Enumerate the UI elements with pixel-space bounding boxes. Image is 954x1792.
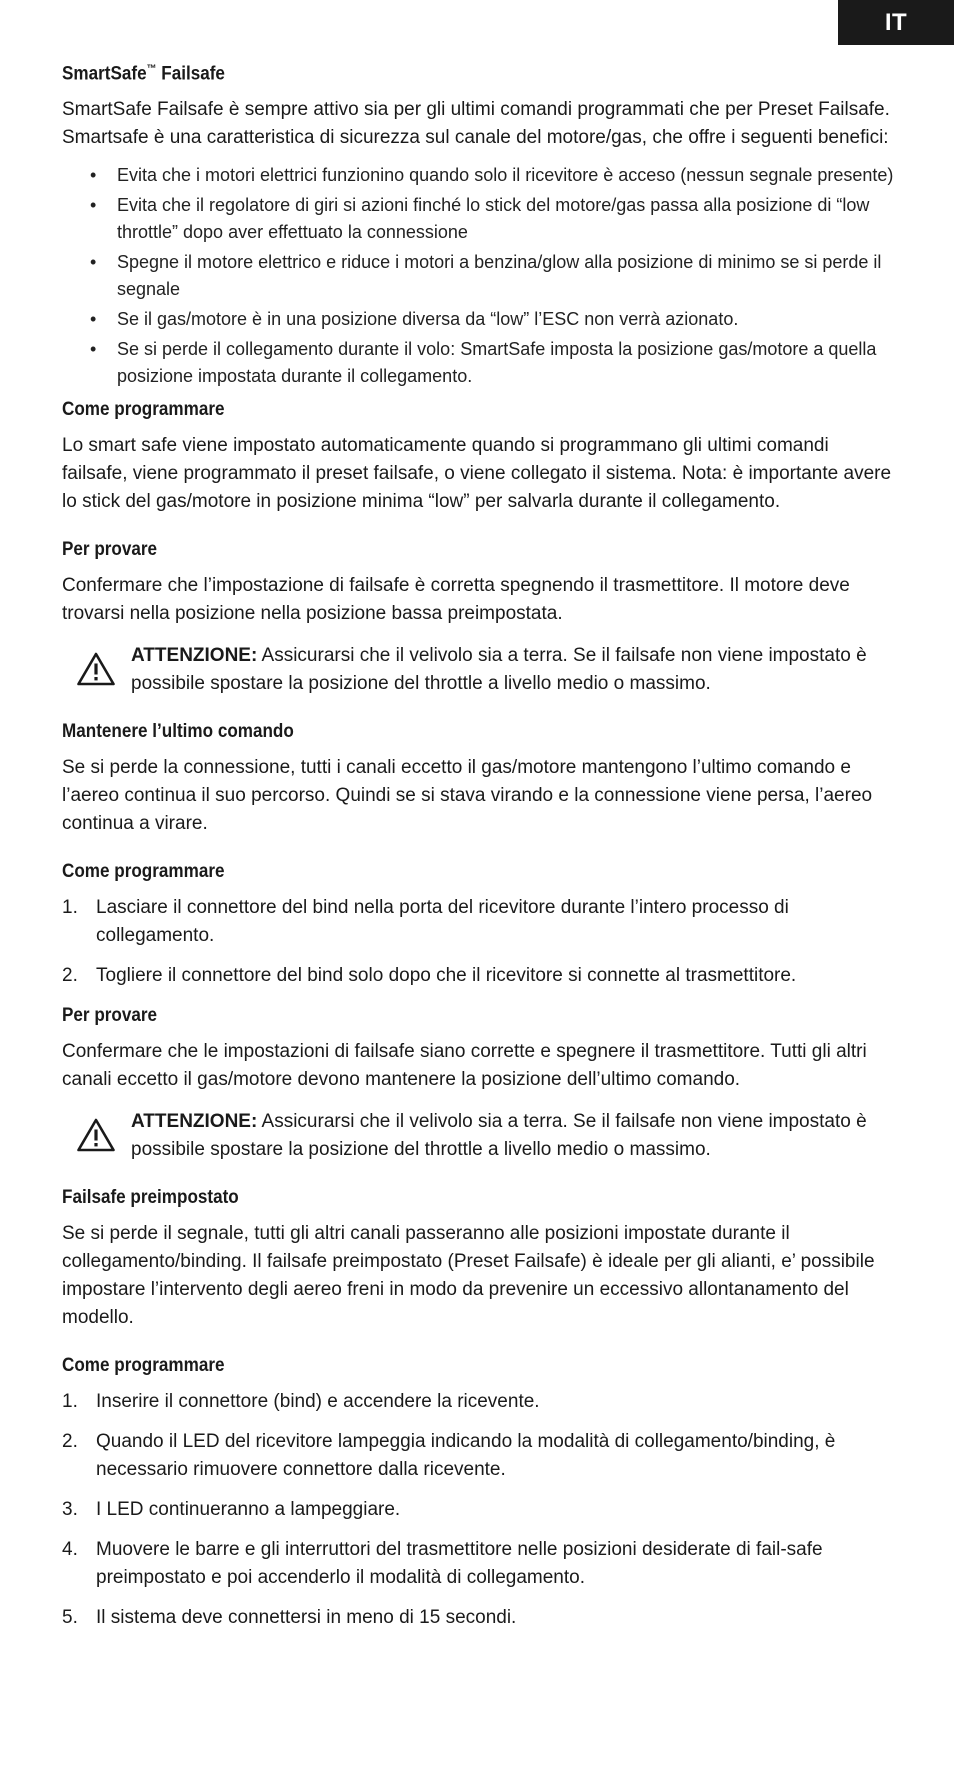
section-title: Mantenere l’ultimo comando <box>62 721 294 743</box>
language-tab: IT <box>838 0 954 45</box>
section-text: SmartSafe Failsafe è sempre attivo sia per gli ultimi comandi programmati che per Preset Failsafe. Smartsafe è una caratteristica di sicurezza sul canale del motore/gas, che offre i seguenti benefici: <box>62 99 890 149</box>
list-item: • Evita che il regolatore di giri si azioni finché lo stick del motore/gas passa alla posizione di “low throttle” dopo aver effettuato la connessione <box>62 192 898 246</box>
warning-label: ATTENZIONE: <box>131 645 258 667</box>
list-item: 1. Inserire il connettore (bind) e accendere la ricevente. <box>62 1391 540 1413</box>
list-item: • Se si perde il collegamento durante il volo: SmartSafe imposta la posizione gas/motore a quella posizione impostata durante il collegamento. <box>62 336 898 390</box>
section-how-to-program-3 <box>62 1352 898 1632</box>
section-hold-last-command <box>62 718 898 838</box>
section-test-1 <box>62 536 898 698</box>
section-title: SmartSafe™ Failsafe <box>62 63 225 85</box>
section-how-to-program-1 <box>62 396 898 516</box>
section-title: Failsafe preimpostato <box>62 1187 239 1209</box>
warning-text: Assicurarsi che il velivolo sia a terra. Se il failsafe non viene impostato è possibile spostare la posizione del throttle a livello medio o massimo. <box>131 645 867 695</box>
section-text: Se si perde la connessione, tutti i canali eccetto il gas/motore mantengono l’ultimo comando e l’aereo continua il suo percorso. Quindi se si stava virando e la connessione viene persa, l’aereo continua a virare. <box>62 757 873 835</box>
list-item: • Spegne il motore elettrico e riduce i motori a benzina/glow alla posizione di minimo se si perde il segnale <box>62 249 898 303</box>
warning-label: ATTENZIONE: <box>131 1111 258 1133</box>
section-preset-failsafe <box>62 1184 898 1332</box>
list-item: • Se il gas/motore è in una posizione diversa da “low” l’ESC non verrà azionato. <box>62 306 898 333</box>
section-test-2 <box>62 1002 898 1164</box>
list-item: 5. Il sistema deve connettersi in meno di 15 secondi. <box>62 1607 517 1629</box>
steps-list <box>62 1388 898 1632</box>
section-smartsafe <box>62 55 898 390</box>
section-title: Come programmare <box>62 861 225 883</box>
list-item: • Evita che i motori elettrici funzionino quando solo il ricevitore è acceso (nessun segnale presente) <box>62 162 898 189</box>
section-how-to-program-2 <box>62 858 898 990</box>
list-item: 4. Muovere le barre e gli interruttori del trasmettitore nelle posizioni desiderate di fail-safe preimpostato e poi accenderlo il modalità di collegamento. <box>62 1539 823 1589</box>
warning-icon <box>76 1117 116 1153</box>
warning-box <box>62 1108 898 1164</box>
list-item: 2. Quando il LED del ricevitore lampeggia indicando la modalità di collegamento/binding, è necessario rimuovere connettore dalla ricevente. <box>62 1431 836 1481</box>
section-title: Come programmare <box>62 1355 225 1377</box>
benefits-list <box>62 162 898 390</box>
warning-icon <box>76 651 116 687</box>
section-title: Per provare <box>62 1005 158 1027</box>
page-content <box>62 55 898 1644</box>
steps-list <box>62 894 898 990</box>
list-item: 3. I LED continueranno a lampeggiare. <box>62 1499 401 1521</box>
warning-box <box>62 642 898 698</box>
list-item: 1. Lasciare il connettore del bind nella porta del ricevitore durante l’intero processo di collegamento. <box>62 897 789 947</box>
section-text: Lo smart safe viene impostato automaticamente quando si programmano gli ultimi comandi failsafe, viene programmato il preset failsafe, o viene collegato il sistema. Nota: è importante avere lo stick del gas/motore in posizione minima “low” per salvarla durante il collegamento. <box>62 435 892 513</box>
section-text: Confermare che l’impostazione di failsafe è corretta spegnendo il trasmettitore. Il motore deve trovarsi nella posizione nella posizione bassa preimpostata. <box>62 575 850 625</box>
section-title: Per provare <box>62 539 158 561</box>
warning-text: Assicurarsi che il velivolo sia a terra. Se il failsafe non viene impostato è possibile spostare la posizione del throttle a livello medio o massimo. <box>131 1111 867 1161</box>
section-text: Se si perde il segnale, tutti gli altri canali passeranno alle posizioni impostate durante il collegamento/binding. Il failsafe preimpostato (Preset Failsafe) è ideale per gli alianti, e’ possibile impostare l’intervento degli aereo freni in modo da prevenire un eccessivo allontanamento del modello. <box>62 1223 875 1329</box>
section-text: Confermare che le impostazioni di failsafe siano corrette e spegnere il trasmettitore. Tutti gli altri canali eccetto il gas/motore devono mantenere la posizione dell’ultimo comando. <box>62 1041 867 1091</box>
section-title: Come programmare <box>62 399 225 421</box>
list-item: 2. Togliere il connettore del bind solo dopo che il ricevitore si connette al trasmettitore. <box>62 965 797 987</box>
